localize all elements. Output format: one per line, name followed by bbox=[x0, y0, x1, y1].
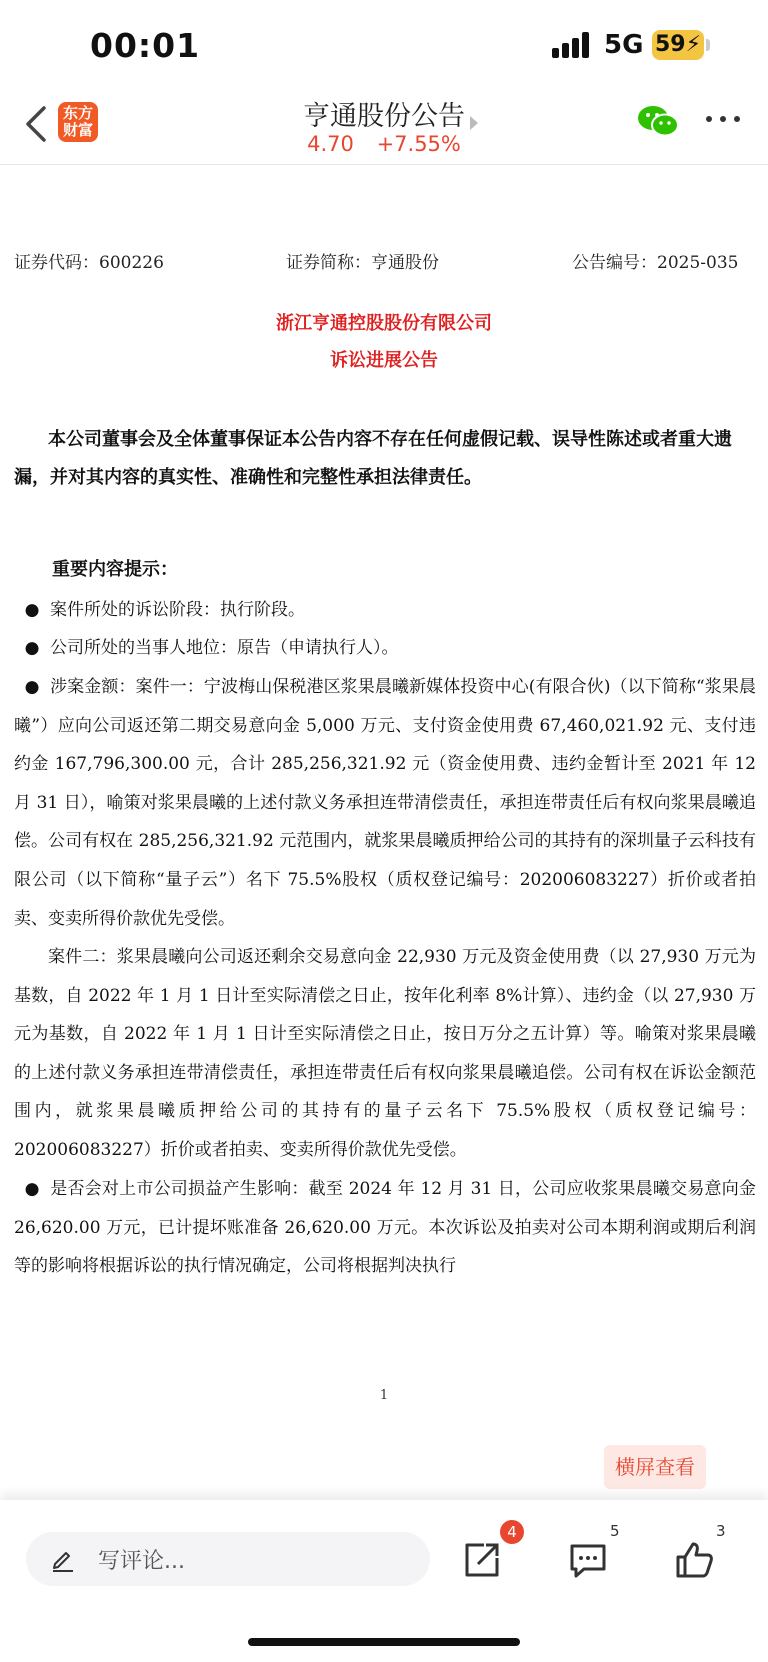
summary-title: 重要内容提示： bbox=[52, 559, 178, 580]
announcement-number: 公告编号：2025-035 bbox=[572, 253, 739, 273]
home-indicator[interactable] bbox=[248, 1638, 520, 1646]
bullet-stage bbox=[14, 591, 756, 629]
page-title: 亨通股份公告 bbox=[303, 101, 465, 132]
status-bar bbox=[0, 0, 768, 90]
network-type: 5G bbox=[604, 30, 644, 60]
security-code: 证券代码：600226 bbox=[14, 253, 164, 273]
landscape-view-button[interactable]: 横屏查看 bbox=[604, 1445, 706, 1489]
bullet-party bbox=[14, 629, 756, 667]
case-two-paragraph: 案件二：浆果晨曦向公司返还剩余交易意向金 22,930 万元及资金使用费（以 27,930 万元为基数，自 2022 年 1 月 1 日计至实际清偿之日止，按年化利率 8%计算）、违约金（以 27,930 万元为基数，自 2022 年 1 月 1 日计至实际清偿之日止，按日万分之五计算）等。喻策对浆果晨曦的上述付款义务承担连带清偿责任，承担连带责任后有权向浆果晨曦追偿。公司有权在诉讼金额范围内，就浆果晨曦质押给公司的其持有的量子云名下 75.5%股权（质权登记编号：202006083227）折价或者拍卖、变卖所得价款优先受偿。 bbox=[14, 947, 756, 1160]
bullet-dot: ● bbox=[24, 600, 40, 620]
more-icon[interactable] bbox=[704, 116, 744, 126]
announcement-document bbox=[0, 165, 768, 1495]
page-number: 1 bbox=[379, 1388, 389, 1403]
bullet-dot: ● bbox=[24, 1179, 40, 1199]
bullet-stage-text: 案件所处的诉讼阶段：执行阶段。 bbox=[50, 600, 305, 620]
bullet-dot: ● bbox=[24, 677, 40, 697]
signal-icon bbox=[552, 30, 594, 58]
stock-price: 4.70 bbox=[307, 132, 354, 156]
comment-placeholder: 写评论... bbox=[98, 1549, 185, 1574]
comment-input[interactable] bbox=[26, 1532, 430, 1586]
board-declaration: 本公司董事会及全体董事保证本公告内容不存在任何虚假记载、误导性陈述或者重大遗漏，并对其内容的真实性、准确性和完整性承担法律责任。 bbox=[14, 429, 732, 488]
like-count: 3 bbox=[716, 1522, 726, 1540]
title-arrow-icon[interactable] bbox=[470, 116, 478, 130]
comment-icon[interactable] bbox=[568, 1540, 608, 1580]
stock-change: +7.55% bbox=[376, 132, 461, 156]
like-icon[interactable] bbox=[674, 1540, 714, 1580]
pen-icon bbox=[50, 1546, 76, 1572]
security-name: 证券简称：亨通股份 bbox=[286, 253, 439, 273]
bullet-party-text: 公司所处的当事人地位：原告（申请执行人）。 bbox=[50, 638, 399, 658]
bullet-impact-text: 是否会对上市公司损益产生影响：截至 2024 年 12 月 31 日，公司应收浆果晨曦交易意向金 26,620.00 万元，已计提坏账准备 26,620.00 万元。本次诉讼及拍卖对公司本期利润或期后利润等的影响将根据诉讼的执行情况确定，公司将根据判决执行 bbox=[14, 1179, 756, 1277]
bottom-action-bar bbox=[0, 1500, 768, 1662]
bullet-amount-text: 涉案金额：案件一：宁波梅山保税港区浆果晨曦新媒体投资中心(有限合伙)（以下简称“浆果晨曦”）应向公司返还第二期交易意向金 5,000 万元、支付资金使用费 67,460,021.92 元、支付违约金 167,796,300.00 元，合计 285,256,321.92 元（资金使用费、违约金暂计至 2021 年 12 月 31 日），喻策对浆果晨曦的上述付款义务承担连带清偿责任，承担连带责任后有权向浆果晨曦追偿。公司有权在 285,256,321.92 元范围内，就浆果晨曦质押给公司的其持有的深圳量子云科技有限公司（以下简称“量子云”）名下 75.5%股权（质权登记编号：202006083227）折价或者拍卖、变卖所得价款优先受偿。 bbox=[14, 677, 756, 929]
app-header bbox=[0, 92, 768, 165]
battery-level: 59 bbox=[654, 32, 686, 57]
logo-line-1: 东方 bbox=[62, 104, 93, 122]
notice-title: 诉讼进展公告 bbox=[330, 350, 438, 371]
share-badge: 4 bbox=[500, 1520, 524, 1544]
bullet-dot: ● bbox=[24, 638, 40, 658]
comment-count: 5 bbox=[610, 1522, 620, 1540]
company-name: 浙江亨通控股股份有限公司 bbox=[276, 313, 492, 334]
battery-icon: 59⚡ bbox=[652, 30, 704, 60]
battery-cap bbox=[706, 39, 710, 51]
bullet-amount bbox=[14, 668, 756, 938]
wechat-icon[interactable] bbox=[636, 104, 680, 138]
logo-line-2: 财富 bbox=[62, 121, 93, 139]
share-icon[interactable] bbox=[462, 1540, 502, 1580]
bullet-impact bbox=[14, 1170, 756, 1286]
status-time: 00:01 bbox=[90, 26, 201, 65]
